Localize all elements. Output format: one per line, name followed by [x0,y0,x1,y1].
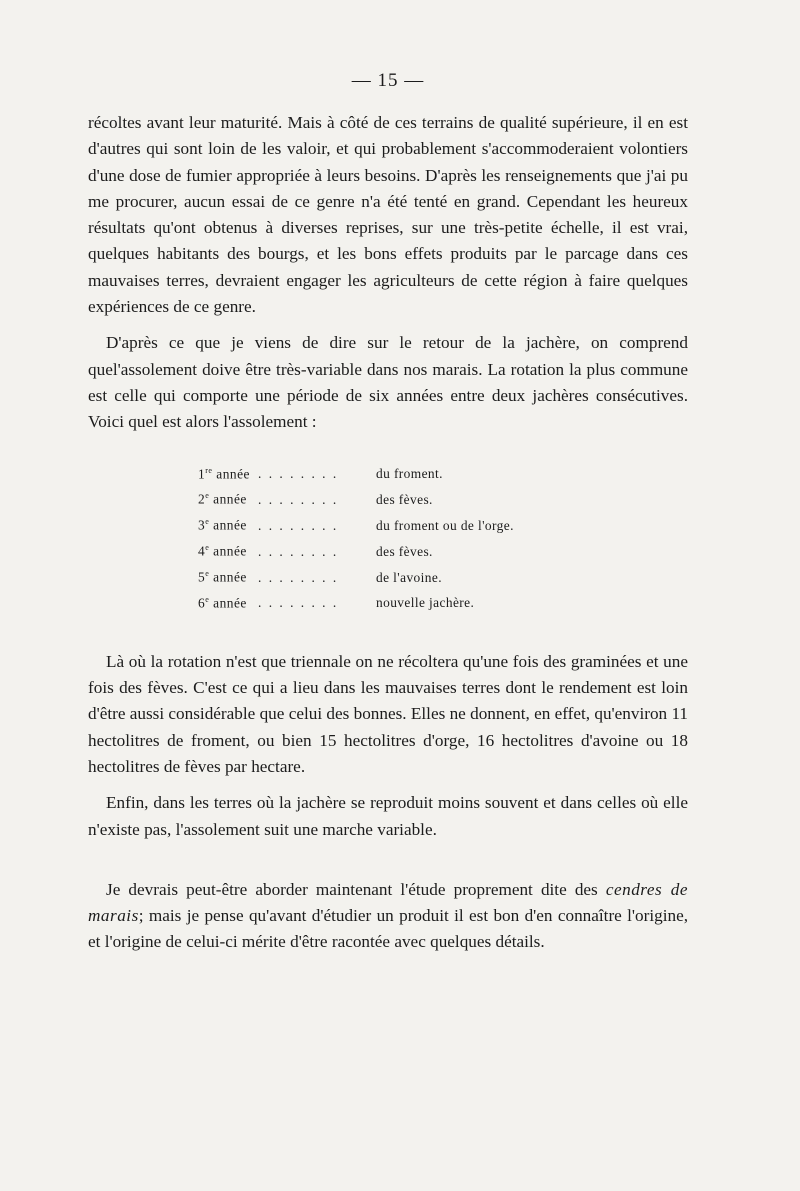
rotation-year: 5e année [198,569,247,585]
rotation-row [198,537,688,563]
rotation-year: 4e année [198,543,247,559]
rotation-row [198,485,688,511]
paragraph-marche-variable: Enfin, dans les terres où la jachère se reproduit moins souvent et dans celles où elle n'existe pas, l'assolement suit une marche variable. [88,793,688,839]
rotation-table [198,460,688,615]
rotation-leader-dots: . . . . . . . . [258,543,339,559]
rotation-leader-dots: . . . . . . . . [258,595,339,611]
paragraph-rotation-triennale: Là où la rotation n'est que triennale on ne récoltera qu'une fois des graminées et une fois des fèves. C'est ce qui a lieu dans les mauvaises terres dont le rendement est loin d'être aussi considérable que celui des bonnes. Elles ne donnent, en effet, qu'environ 11 hectolitres de froment, ou bien 15 hectolitres d'orge, 16 hectolitres d'avoine ou 18 hectolitres de fèves par hectare. [88,651,688,776]
rotation-year: 2e année [198,491,247,507]
paragraph-recoltes: récoltes avant leur maturité. Mais à côté de ces terrains de qualité supérieure, il en est d'autres qui sont loin de les valoir, et qui probablement s'accommoderaient volontiers d'une dose de fumier appropriée à leurs besoins. D'après les renseignements que j'ai pu me procurer, aucun essai de ce genre n'a été tenté en grand. Cependant les heureux résultats qu'ont obtenus à diverses reprises, sur une très-petite échelle, il est vrai, quelques habitants des bourgs, et les bons effets produits par le parcage dans ces mauvaises terres, devraient engager les agriculteurs de cette région à faire quelques expériences de ce genre. [88,113,688,317]
rotation-crop: du froment ou de l'orge. [376,517,514,533]
rotation-row [198,563,688,589]
book-page [88,70,688,956]
rotation-leader-dots: . . . . . . . . [258,466,339,482]
rotation-leader-dots: . . . . . . . . [258,517,339,533]
rotation-year: 6e année [198,594,247,611]
rotation-row [198,589,688,615]
rotation-leader-dots: . . . . . . . . [258,491,339,507]
rotation-crop: du froment. [376,466,443,482]
paragraph-cendres-de-marais: Je devrais peut-être aborder maintenant l'étude proprement dite des cendres de marais; mais je pense qu'avant d'étudier un produit il est bon d'en connaître l'origine, et l'origine de celui-ci mérite d'être racontée avec quelques détails. [88,879,688,952]
italic-term: cendres de marais [88,879,688,926]
rotation-crop: des fèves. [376,543,433,559]
rotation-crop: des fèves. [376,491,433,507]
rotation-year: 3e année [198,517,247,533]
page-number: — 15 — [351,70,425,91]
paragraph-assolement-intro: D'après ce que je viens de dire sur le retour de la jachère, on comprend quel'assolement doive être très-variable dans nos marais. La rotation la plus commune est celle qui comporte une période de six années entre deux jachères consécutives. Voici quel est alors l'assolement : [88,333,688,432]
rotation-row [198,511,688,537]
rotation-crop: de l'avoine. [376,569,442,585]
rotation-leader-dots: . . . . . . . . [258,569,339,585]
rotation-row [198,460,688,486]
rotation-year: 1re année [198,465,251,482]
rotation-crop: nouvelle jachère. [376,595,475,611]
